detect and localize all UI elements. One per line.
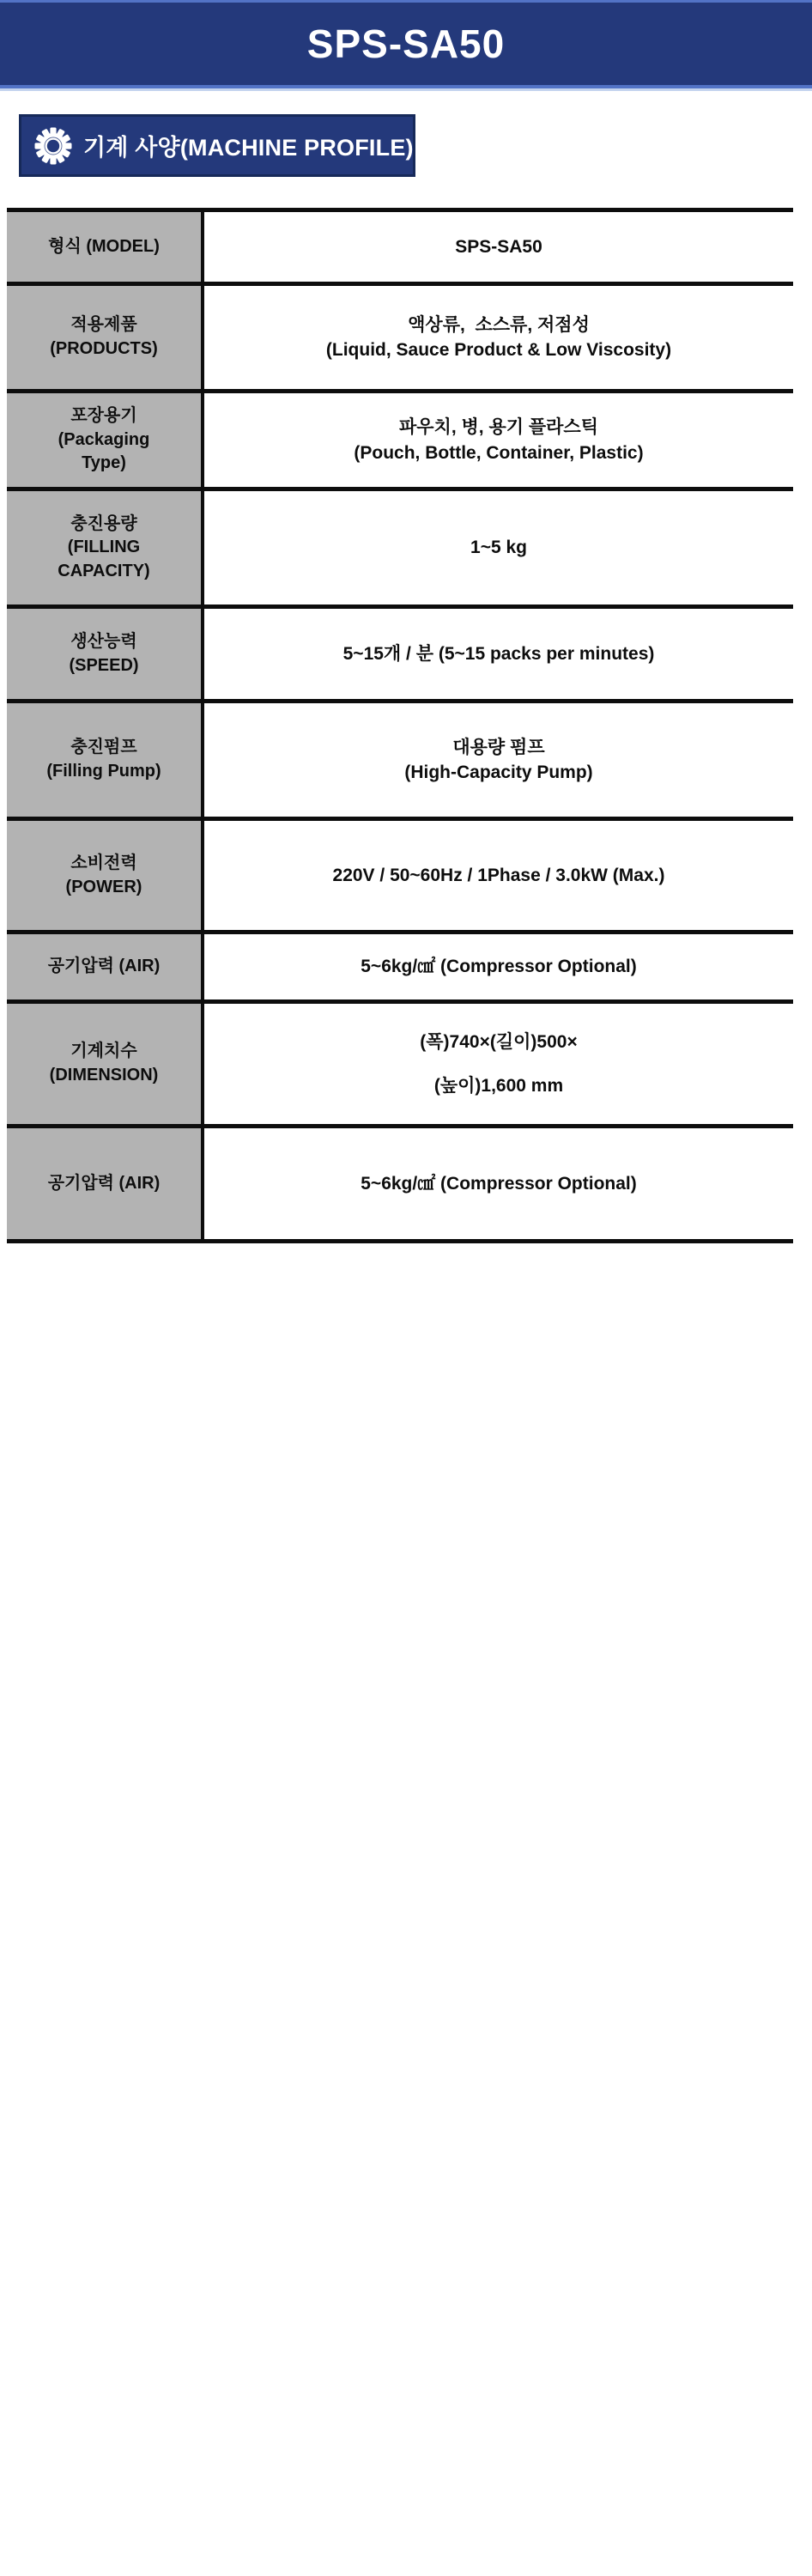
- table-row-packaging-type: [7, 393, 793, 491]
- spec-label-line: (POWER): [65, 877, 142, 896]
- spec-label-line: 형식 (MODEL): [48, 236, 160, 256]
- spec-value-line: 5~6kg/㎠ (Compressor Optional): [361, 957, 637, 977]
- spec-label-line: 공기압력 (AIR): [47, 957, 161, 976]
- spec-label-line: (DIMENSION): [49, 1066, 159, 1084]
- spec-label-cell: [7, 212, 204, 282]
- spec-label-cell: [7, 491, 204, 605]
- table-row-speed: [7, 609, 793, 703]
- spec-value-line: (Liquid, Sauce Product & Low Viscosity): [325, 340, 672, 360]
- spec-label-line: 포장용기: [70, 406, 137, 426]
- spec-value-cell: [204, 212, 793, 282]
- spec-value-cell: [204, 491, 793, 605]
- table-row-model: [7, 212, 793, 286]
- spec-value-line: SPS-SA50: [455, 236, 542, 257]
- table-row-power: [7, 821, 793, 934]
- spec-label-cell: [7, 934, 204, 999]
- spec-label-cell: [7, 821, 204, 930]
- section-title: 기계 사양(MACHINE PROFILE): [83, 135, 414, 161]
- spec-label-cell: [7, 1128, 204, 1239]
- header-underline: [0, 88, 812, 91]
- spec-label-cell: [7, 393, 204, 487]
- page-title: SPS-SA50: [306, 21, 506, 66]
- spec-label-cell: [7, 1004, 204, 1124]
- spec-value-line: 5~6kg/㎠ (Compressor Optional): [361, 1173, 637, 1194]
- table-row-products: [7, 286, 793, 393]
- spec-label-line: (Filling Pump): [46, 762, 161, 781]
- spec-label-line: 충진용량: [70, 513, 137, 533]
- spec-value-cell: [204, 609, 793, 699]
- spec-value-cell: [204, 934, 793, 999]
- spec-label-line: 생산능력: [70, 631, 137, 651]
- spec-value-line: 파우치, 병, 용기 플라스틱: [398, 417, 599, 438]
- spec-label-line: (PRODUCTS): [50, 339, 158, 358]
- spec-label-line: 공기압력 (AIR): [47, 1173, 161, 1193]
- spec-label-line: 소비전력: [70, 853, 137, 872]
- spec-label-line: (Packaging: [58, 429, 150, 449]
- spec-value-line: 액상류, 소스류, 저점성: [408, 314, 590, 335]
- spec-label-line: 충진펌프: [70, 738, 137, 757]
- spec-label-cell: [7, 286, 204, 389]
- spec-label-line: (SPEED): [69, 655, 139, 675]
- spec-label-line: (FILLING: [67, 538, 141, 557]
- spec-label-line: 적용제품: [70, 315, 137, 335]
- spec-value-cell: [204, 1128, 793, 1239]
- spec-value-line: (폭)740×(길이)500×: [420, 1031, 578, 1052]
- table-row-filling-capacity: [7, 491, 793, 609]
- table-row-air-2: [7, 1128, 793, 1243]
- spec-label-line: CAPACITY): [58, 561, 150, 580]
- spec-value-line: (Pouch, Bottle, Container, Plastic): [354, 442, 644, 463]
- spec-label-cell: [7, 703, 204, 817]
- section-header: [19, 114, 415, 177]
- spec-value-cell: [204, 393, 793, 487]
- table-row-filling-pump: [7, 703, 793, 821]
- table-row-dimension: [7, 1004, 793, 1128]
- spec-value-line: 1~5 kg: [470, 538, 527, 558]
- spec-label-line: 기계치수: [70, 1042, 137, 1061]
- spec-value-line: (High-Capacity Pump): [404, 762, 593, 782]
- spec-value-cell: [204, 1004, 793, 1124]
- spec-label-line: Type): [82, 453, 126, 473]
- spec-value-line: 220V / 50~60Hz / 1Phase / 3.0kW (Max.): [332, 865, 665, 885]
- header-bar: [0, 0, 812, 88]
- spec-value-cell: [204, 821, 793, 930]
- spec-value-cell: [204, 286, 793, 389]
- spec-label-cell: [7, 609, 204, 699]
- table-row-air: [7, 934, 793, 1004]
- gear-icon: [33, 125, 74, 167]
- spec-value-line: (높이)1,600 mm: [433, 1076, 564, 1096]
- spec-value-cell: [204, 703, 793, 817]
- spec-table: [7, 208, 793, 1243]
- spec-value-line: 대용량 펌프: [452, 737, 545, 757]
- spec-value-line: 5~15개 / 분 (5~15 packs per minutes): [342, 643, 655, 664]
